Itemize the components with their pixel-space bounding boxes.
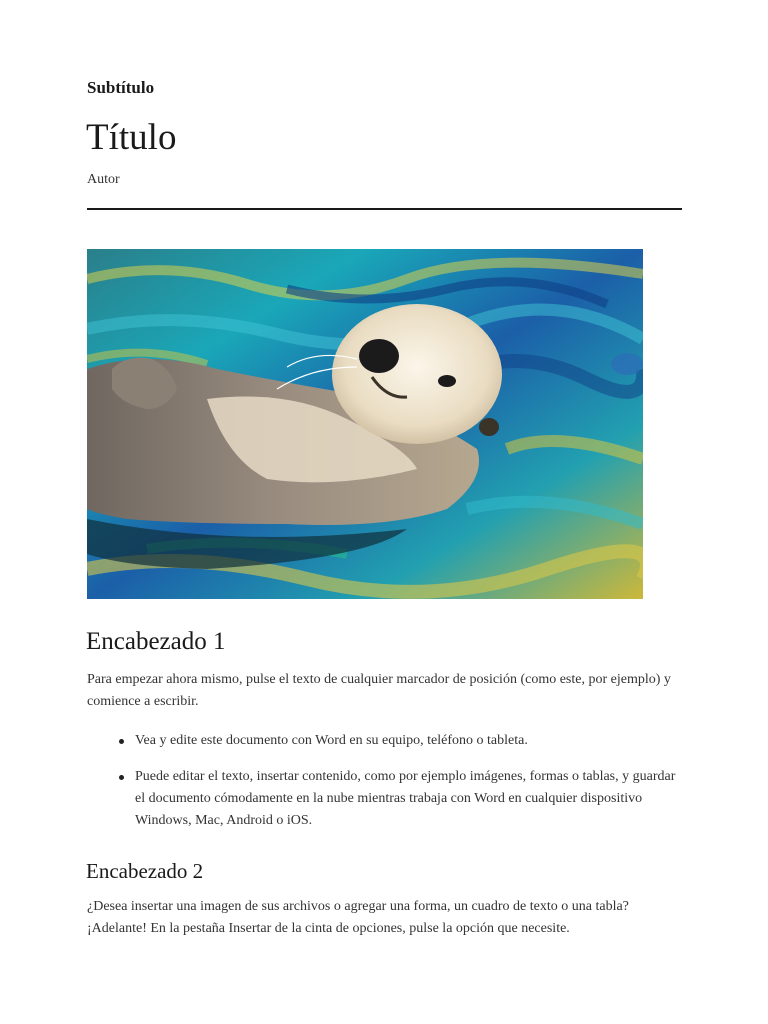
bullet-icon — [119, 739, 124, 744]
document-subtitle: Subtítulo — [87, 78, 155, 97]
list-item — [87, 766, 687, 832]
sea-otter-photo-graphic — [87, 249, 643, 599]
heading-1: Encabezado 1 — [86, 628, 226, 655]
sea-otter-photo — [87, 249, 643, 599]
list-item-text: Vea y edite este documento con Word en su equipo, teléfono o tableta. — [135, 733, 528, 748]
list-item — [87, 730, 687, 752]
title-divider — [87, 208, 682, 210]
paragraph-2: ¿Desea insertar una imagen de sus archivos o agregar una forma, un cuadro de texto o una tabla? ¡Adelante! En la pestaña Insertar de la cinta de opciones, pulse la opción que necesite. — [87, 899, 629, 936]
list-item-text: Puede editar el texto, insertar contenido, como por ejemplo imágenes, formas o tablas, y guardar el documento cómodamente en la nube mientras trabaja con Word en cualquier dispositivo Windows, Mac, Android o iOS. — [135, 769, 676, 828]
document-title: Título — [86, 117, 177, 158]
bullet-icon — [119, 775, 124, 780]
document-author: Autor — [87, 172, 120, 187]
heading-2: Encabezado 2 — [86, 859, 204, 883]
paragraph-1: Para empezar ahora mismo, pulse el texto de cualquier marcador de posición (como este, por ejemplo) y comience a escribir. — [87, 672, 671, 709]
bullet-list — [87, 730, 687, 846]
